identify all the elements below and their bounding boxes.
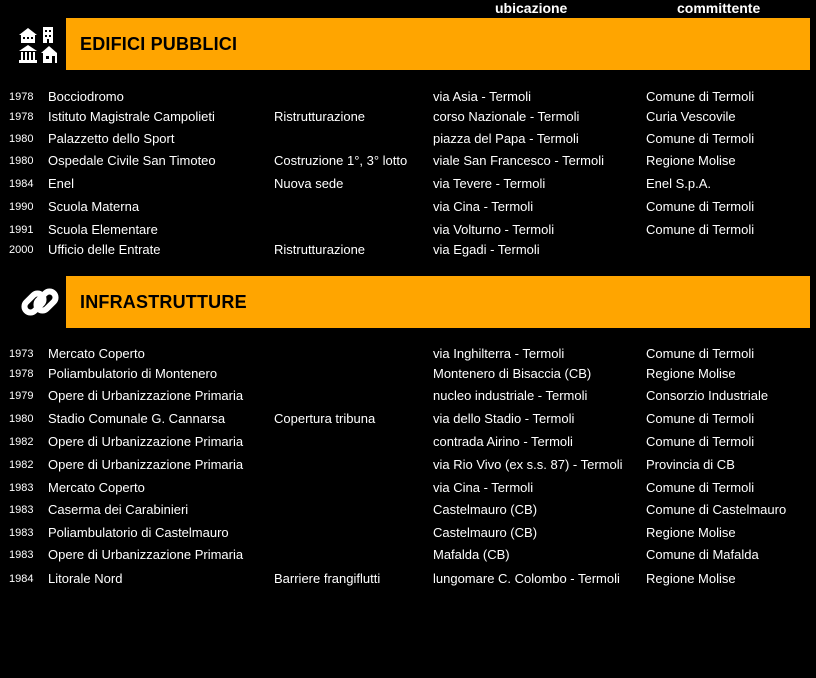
location: piazza del Papa - Termoli bbox=[433, 131, 579, 146]
project-name: Palazzetto dello Sport bbox=[48, 131, 175, 146]
list-item bbox=[0, 107, 816, 127]
client: Regione Molise bbox=[646, 525, 736, 540]
list-item bbox=[0, 523, 816, 543]
year: 1984 bbox=[9, 573, 34, 585]
client: Comune di Termoli bbox=[646, 199, 755, 214]
list-item bbox=[0, 478, 816, 498]
client: Provincia di CB bbox=[646, 457, 735, 472]
year: 1982 bbox=[9, 459, 34, 471]
section-header-public-buildings bbox=[14, 18, 810, 70]
client: Comune di Termoli bbox=[646, 480, 755, 495]
location: Mafalda (CB) bbox=[433, 547, 510, 562]
project-name: Poliambulatorio di Castelmauro bbox=[48, 525, 229, 540]
project-name: Scuola Elementare bbox=[48, 222, 158, 237]
year: 1982 bbox=[9, 436, 34, 448]
column-header-client: committente bbox=[677, 0, 761, 16]
location: contrada Airino - Termoli bbox=[433, 434, 573, 449]
location: via Asia - Termoli bbox=[433, 89, 532, 104]
project-name: Litorale Nord bbox=[48, 571, 123, 586]
location: via Rio Vivo (ex s.s. 87) - Termoli bbox=[433, 457, 623, 472]
project-name: Mercato Coperto bbox=[48, 480, 145, 495]
location: viale San Francesco - Termoli bbox=[433, 153, 604, 168]
location: lungomare C. Colombo - Termoli bbox=[433, 571, 620, 586]
list-item bbox=[0, 455, 816, 475]
list-item bbox=[0, 409, 816, 429]
list-item bbox=[0, 386, 816, 406]
location: via Volturno - Termoli bbox=[433, 222, 555, 237]
location: nucleo industriale - Termoli bbox=[433, 388, 588, 403]
year: 1978 bbox=[9, 91, 34, 103]
client: Consorzio Industriale bbox=[646, 388, 769, 403]
location: via Egadi - Termoli bbox=[433, 242, 540, 257]
list-item bbox=[0, 545, 816, 565]
project-name: Caserma dei Carabinieri bbox=[48, 502, 189, 517]
project-name: Mercato Coperto bbox=[48, 346, 145, 361]
project-name: Ufficio delle Entrate bbox=[48, 242, 161, 257]
column-header-location: ubicazione bbox=[495, 0, 568, 16]
location: Montenero di Bisaccia (CB) bbox=[433, 366, 592, 381]
chain-link-icon bbox=[14, 276, 66, 328]
list-item bbox=[0, 364, 816, 384]
work-type: Copertura tribuna bbox=[274, 411, 376, 426]
client: Enel S.p.A. bbox=[646, 176, 712, 191]
list-item bbox=[0, 569, 816, 589]
section-title-public-buildings: EDIFICI PUBBLICI bbox=[80, 34, 238, 54]
section-header-infrastructure bbox=[14, 276, 810, 328]
client: Regione Molise bbox=[646, 571, 736, 586]
location: via Cina - Termoli bbox=[433, 199, 534, 214]
list-item bbox=[0, 432, 816, 452]
list-item bbox=[0, 197, 816, 217]
project-name: Enel bbox=[48, 176, 75, 191]
year: 1984 bbox=[9, 178, 34, 190]
public-buildings-icon bbox=[14, 18, 66, 70]
work-type: Barriere frangiflutti bbox=[274, 571, 381, 586]
list-item bbox=[0, 87, 816, 107]
client: Comune di Mafalda bbox=[646, 547, 759, 562]
list-item bbox=[0, 220, 816, 240]
list-item bbox=[0, 500, 816, 520]
location: Castelmauro (CB) bbox=[433, 525, 538, 540]
list-item bbox=[0, 344, 816, 364]
year: 1990 bbox=[9, 201, 34, 213]
year: 1983 bbox=[9, 482, 34, 494]
work-type: Costruzione 1°, 3° lotto bbox=[274, 153, 408, 168]
client: Comune di Termoli bbox=[646, 131, 755, 146]
project-name: Ospedale Civile San Timoteo bbox=[48, 153, 216, 168]
year: 1991 bbox=[9, 224, 34, 236]
work-type: Ristrutturazione bbox=[274, 242, 366, 257]
client: Comune di Termoli bbox=[646, 434, 755, 449]
year: 1978 bbox=[9, 368, 34, 380]
year: 2000 bbox=[9, 244, 34, 256]
location: via Cina - Termoli bbox=[433, 480, 534, 495]
section-title-infrastructure: INFRASTRUTTURE bbox=[80, 292, 247, 312]
client: Comune di Termoli bbox=[646, 346, 755, 361]
client: Comune di Termoli bbox=[646, 411, 755, 426]
location: Castelmauro (CB) bbox=[433, 502, 538, 517]
year: 1980 bbox=[9, 413, 34, 425]
location: via dello Stadio - Termoli bbox=[433, 411, 575, 426]
year: 1983 bbox=[9, 527, 34, 539]
client: Comune di Termoli bbox=[646, 222, 755, 237]
list-item bbox=[0, 151, 816, 171]
year: 1973 bbox=[9, 348, 34, 360]
year: 1983 bbox=[9, 549, 34, 561]
client: Regione Molise bbox=[646, 366, 736, 381]
list-item bbox=[0, 174, 816, 194]
year: 1980 bbox=[9, 155, 34, 167]
project-name: Scuola Materna bbox=[48, 199, 140, 214]
list-item bbox=[0, 129, 816, 149]
client: Curia Vescovile bbox=[646, 109, 736, 124]
year: 1979 bbox=[9, 390, 34, 402]
work-type: Ristrutturazione bbox=[274, 109, 366, 124]
project-name: Istituto Magistrale Campolieti bbox=[48, 109, 215, 124]
year: 1980 bbox=[9, 133, 34, 145]
year: 1978 bbox=[9, 111, 34, 123]
client: Comune di Castelmauro bbox=[646, 502, 787, 517]
client: Comune di Termoli bbox=[646, 89, 755, 104]
project-name: Opere di Urbanizzazione Primaria bbox=[48, 547, 244, 562]
project-name: Opere di Urbanizzazione Primaria bbox=[48, 457, 244, 472]
project-name: Stadio Comunale G. Cannarsa bbox=[48, 411, 226, 426]
project-name: Bocciodromo bbox=[48, 89, 124, 104]
project-name: Opere di Urbanizzazione Primaria bbox=[48, 388, 244, 403]
list-item bbox=[0, 240, 816, 260]
location: via Tevere - Termoli bbox=[433, 176, 546, 191]
project-name: Opere di Urbanizzazione Primaria bbox=[48, 434, 244, 449]
work-type: Nuova sede bbox=[274, 176, 344, 191]
location: via Inghilterra - Termoli bbox=[433, 346, 565, 361]
location: corso Nazionale - Termoli bbox=[433, 109, 580, 124]
project-name: Poliambulatorio di Montenero bbox=[48, 366, 218, 381]
year: 1983 bbox=[9, 504, 34, 516]
client: Regione Molise bbox=[646, 153, 736, 168]
